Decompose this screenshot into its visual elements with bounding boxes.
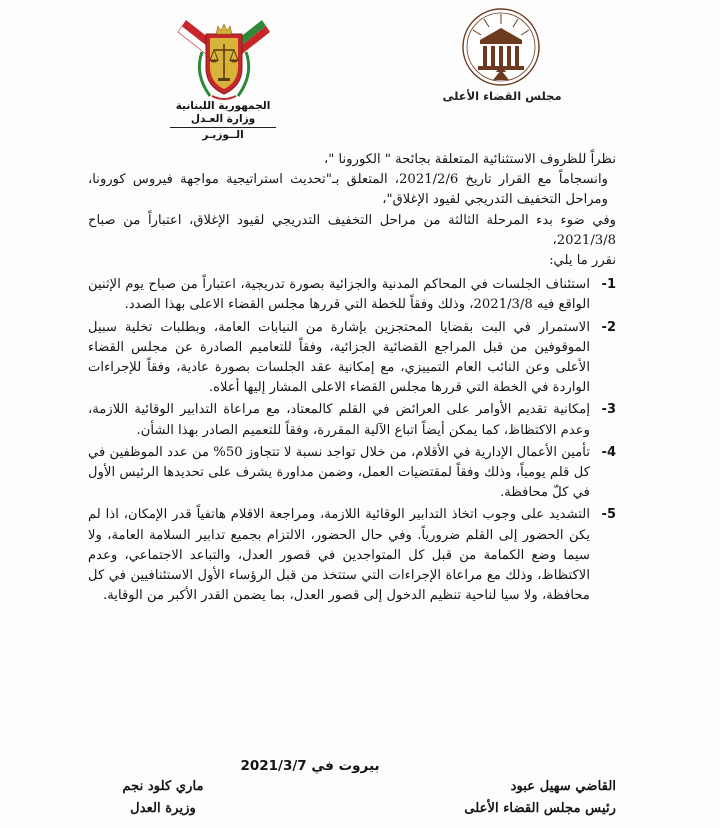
ministry-name: وزارة العـدل xyxy=(190,113,256,125)
ministry-minister: الــوزيـر xyxy=(202,129,244,141)
item-text: الاستمرار في البت بقضايا المحتجزين بإشارة من النيابات العامة، وبطلبات تخلية سبيل الموقوفين من قبل المراجع القضائية الجزائية، وفقاً للتعاميم الصادرة عن مجلس القضاء الأعلى وعن النائب العام التمييزي، مع إمكانية عقد الجلسات بصورة عادية، وفقاً للإجراءات الواردة في الخطة التي قررها مجلس القضاء الاعلى المشار إليها أعلاه. xyxy=(88,319,590,396)
decision-items xyxy=(88,275,616,606)
signatory-name: القاضي سهيل عبود xyxy=(510,779,616,794)
signatory-title: رئيس مجلس القضاء الأعلى xyxy=(464,801,616,816)
decision-item xyxy=(88,443,616,504)
item-number: 2- xyxy=(601,319,616,335)
ministry-country: الجمهورية اللبنانية xyxy=(175,100,271,112)
ministry-letterhead xyxy=(148,100,298,142)
signatory-name: ماري كلود نجم xyxy=(122,779,204,794)
ministry-emblem-icon xyxy=(176,12,272,104)
signature-justice-minister xyxy=(88,776,238,820)
date-line: بيروت في 2021/3/7 xyxy=(240,758,380,774)
item-text: التشديد على وجوب اتخاذ التدابير الوقائية اللازمة، ومراجعة الاقلام هاتفياً قدر الإمكان، اذا لم يكن الحضور إلى القلم ضرورياً. وفي حال الحضور، الالتزام بجميع تدابير السلامة العامة، ولا سيما وضع الكمامة من قبل كل المتواجدين في قصور العدل، والتباعد الاجتماعي، وعدم الاكتظاظ، وذلك مع مراعاة الإجراءات التي ستتخذ من قبل الرؤساء الأول الاستئنافيين في كل محافظة، ولا سيا لناحية تنظيم الدخول إلى قصور العدل، بما يضمن القدر الأكبر من الوقاية. xyxy=(88,507,590,604)
item-text: تأمين الأعمال الإدارية في الأقلام، من خلال تواجد نسبة لا تتجاوز 50% من عدد الموظفين في كل قلم يومياً، وذلك وفقاً لمقتضيات العمل، وضمن مداورة يشرف على تحديدها الرئيس الأول في كلّ محافظة. xyxy=(88,444,590,501)
item-text: استئناف الجلسات في المحاكم المدنية والجزائية بصورة تدريجية، اعتباراً من صباح يوم الإثنين الواقع فيه 2021/3/8، وذلك وفقاً للخطة التي قررها مجلس القضاء الاعلى بهذا الصدد. xyxy=(88,277,590,313)
item-number: 5- xyxy=(601,507,616,523)
decision-item xyxy=(88,275,616,315)
signatory-title: وزيرة العدل xyxy=(130,801,196,816)
preamble-line-3: وفي ضوء بدء المرحلة الثالثة من مراحل التخفيف التدريجي لقيود الإغلاق، اعتباراً من صباح 2021/3/8، xyxy=(88,212,616,248)
item-number: 4- xyxy=(601,444,616,460)
preamble-line-1: نظراً للظروف الاستثنائية المتعلقة بجائحة " الكورونا "، xyxy=(324,152,616,167)
item-text: إمكانية تقديم الأوامر على العرائض في القلم كالمعتاد، مع مراعاة التدابير الوقائية اللازمة، وعدم الاكتظاظ، كما يمكن أيضاً اتباع الآلية المقررة، وفقاً للتعميم الصادر بهذا الشأن. xyxy=(88,402,590,438)
signature-council-president xyxy=(446,776,616,820)
preamble-line-2: وانسجاماً مع القرار تاريخ 2021/2/6، المتعلق بـ"تحديث استراتيجية مواجهة فيروس كورونا، ومراحل التخفيف التدريجي لقيود الإغلاق"، xyxy=(88,172,608,208)
council-logo-icon xyxy=(460,6,542,88)
ministry-rule xyxy=(170,127,276,128)
decide-label: نقرر ما يلي: xyxy=(549,253,616,269)
decision-body xyxy=(88,150,616,608)
decision-item xyxy=(88,318,616,399)
item-number: 3- xyxy=(601,402,616,418)
decision-item xyxy=(88,400,616,440)
decision-item xyxy=(88,505,616,606)
item-number: 1- xyxy=(601,277,616,293)
preamble xyxy=(88,150,616,251)
council-name: مجلس القضاء الأعلى xyxy=(442,89,562,103)
